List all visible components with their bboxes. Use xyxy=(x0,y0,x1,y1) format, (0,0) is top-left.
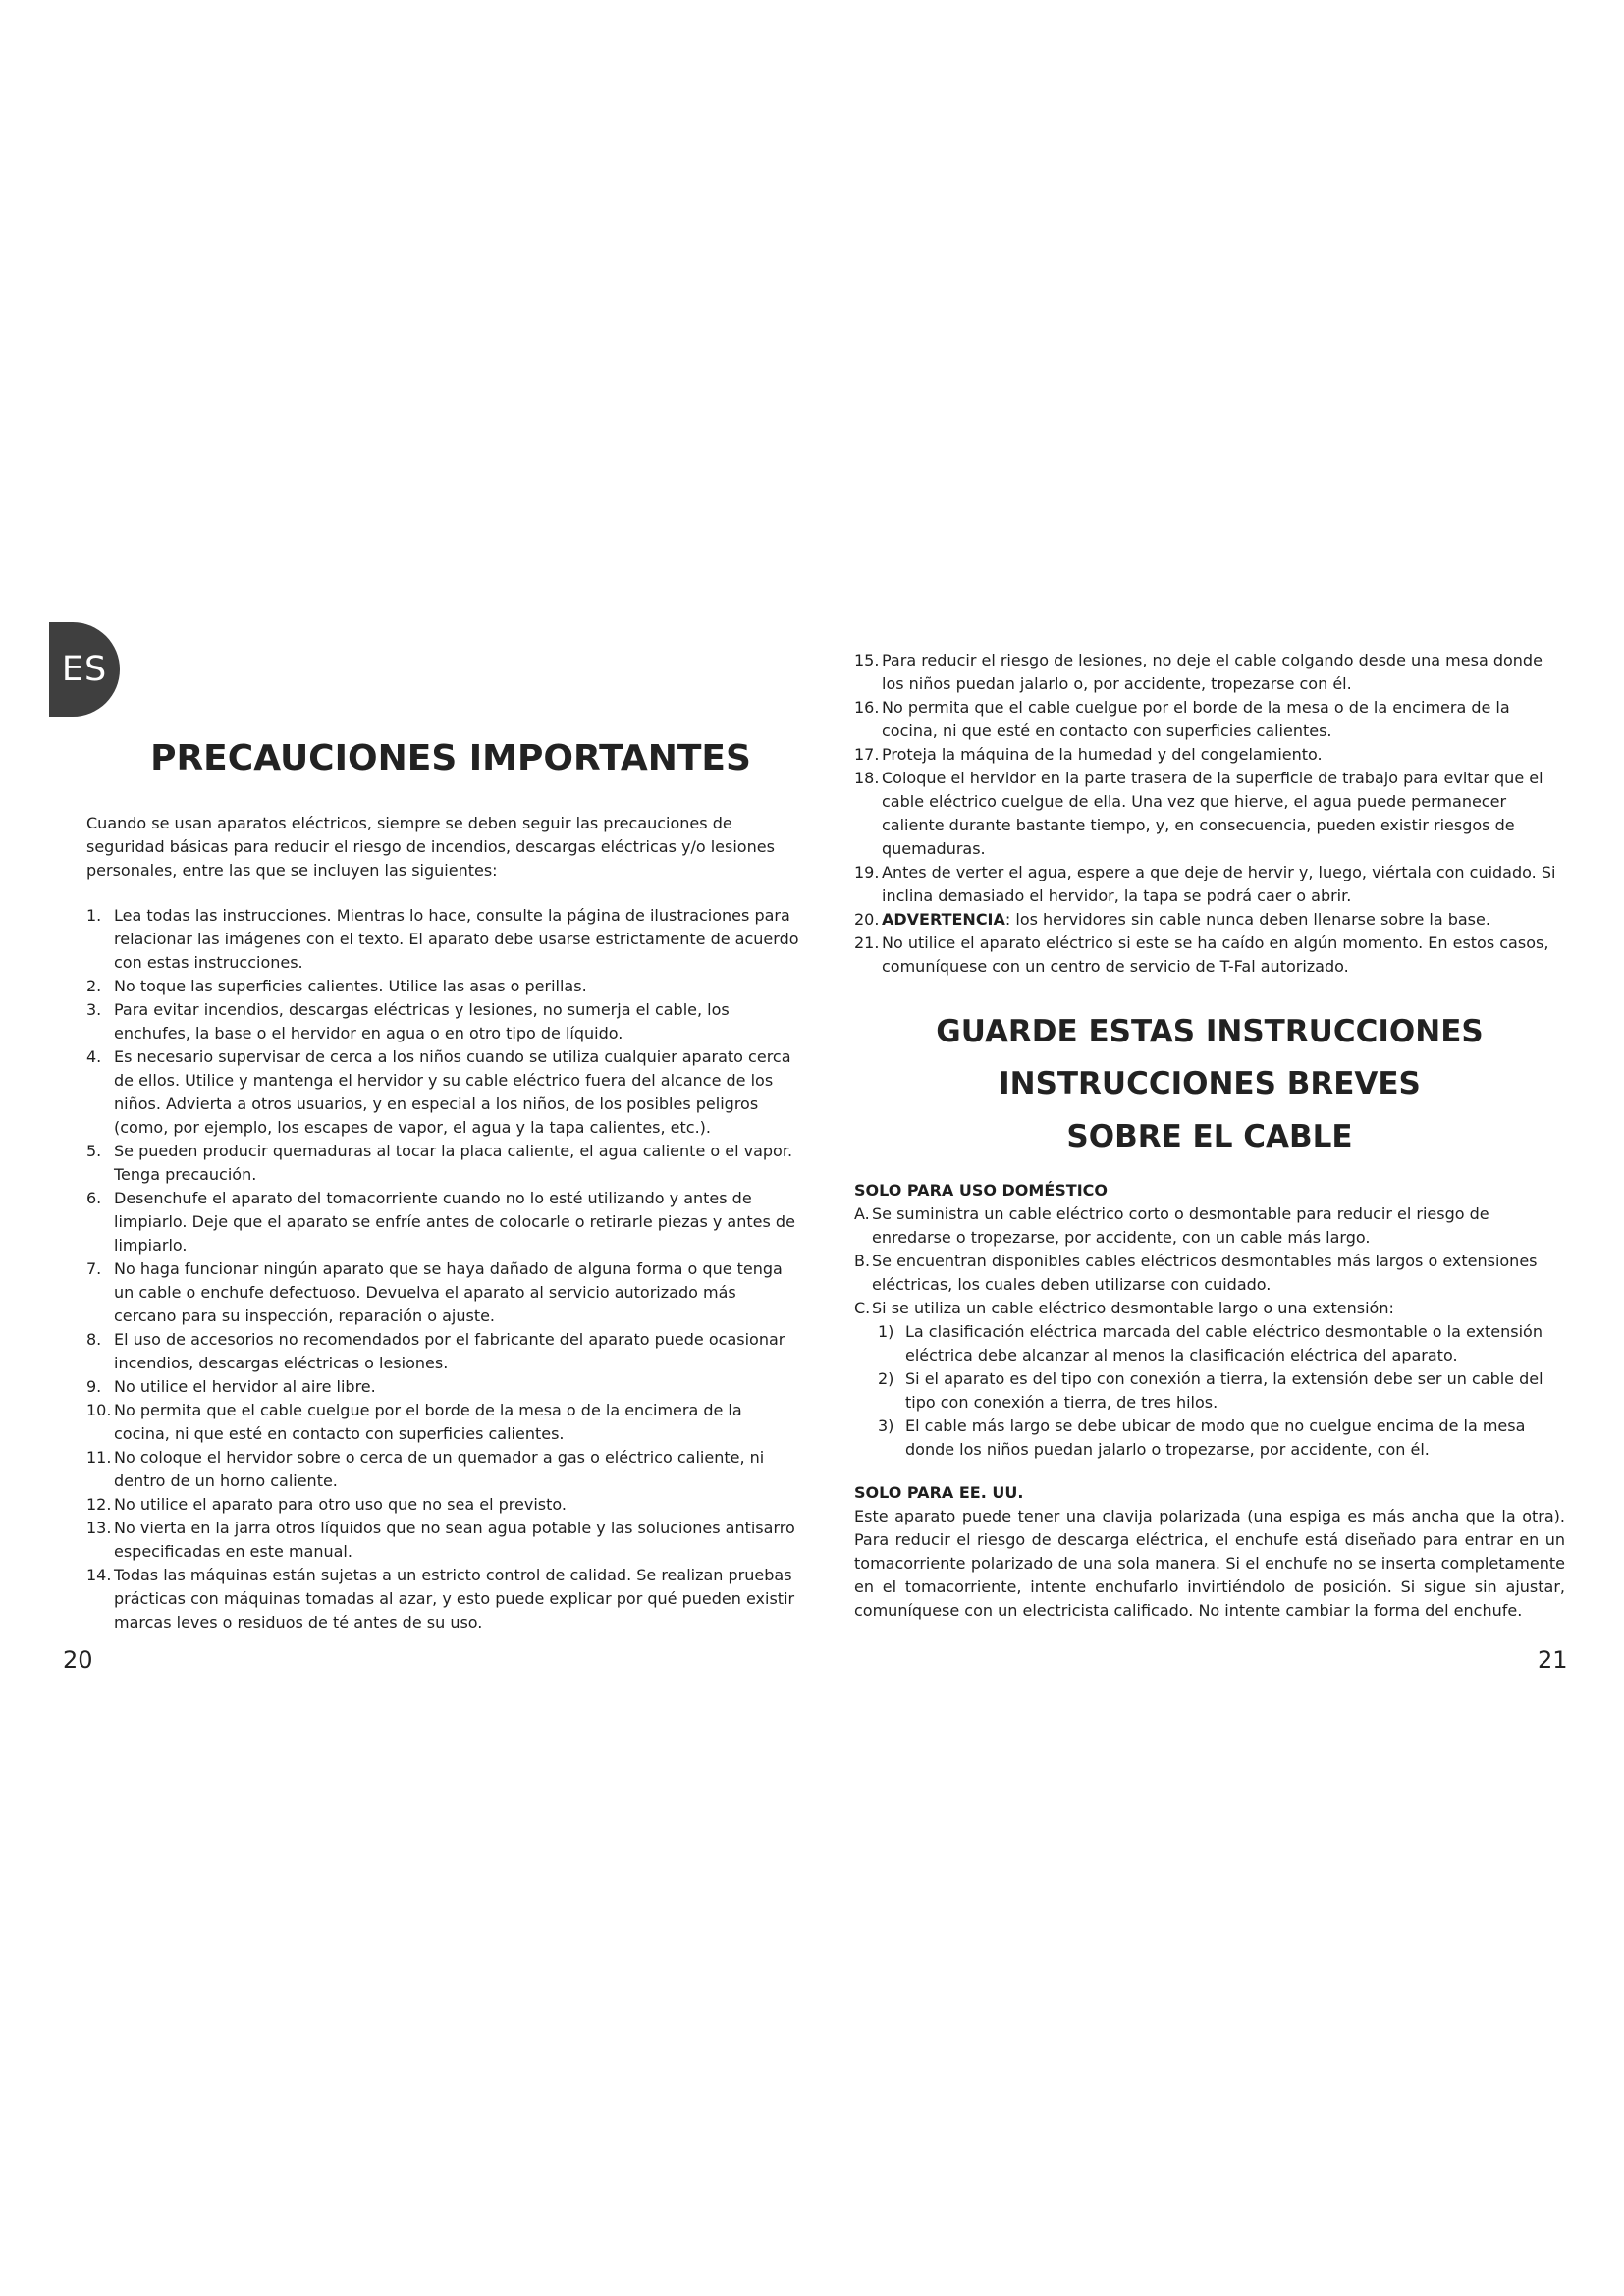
list-item: 20. ADVERTENCIA: los hervidores sin cable nunca deben llenarse sobre la base. xyxy=(854,910,1490,929)
list-item: 5. Se pueden producir quemaduras al tocar la placa caliente, el agua caliente o el vapor. Tenga precaución. xyxy=(86,1142,793,1184)
language-tab: ES xyxy=(49,622,120,717)
page-number-left: 20 xyxy=(63,1646,93,1674)
left-page-column xyxy=(86,738,799,1634)
list-item: 16. No permita que el cable cuelgue por el borde de la mesa o de la encimera de la cocina, ni que esté en contacto con superficies calientes. xyxy=(854,698,1510,740)
cable-note-a: A. Se suministra un cable eléctrico corto o desmontable para reducir el riesgo de enredarse o tropezarse, por accidente, con un cable más largo. xyxy=(854,1204,1489,1247)
list-item: 17. Proteja la máquina de la humedad y del congelamiento. xyxy=(854,745,1323,764)
polarized-plug-paragraph: Este aparato puede tener una clavija polarizada (una espiga es más ancha que la otra). Para reducir el riesgo de descarga eléctrica, el enchufe está diseñado para entrar en un tomacorriente polarizado de una sola manera. Si el enchufe no se inserta completamente en el tomacorriente, intente enchufarlo invirtiéndolo de posición. Si sigue sin ajustar, comuníquese con un electricista calificado. No intente cambiar la forma del enchufe. xyxy=(854,1507,1565,1620)
list-item: 7. No haga funcionar ningún aparato que se haya dañado de alguna forma o que tenga un cable o enchufe defectuoso. Devuelva el aparato al servicio autorizado más cercano para su inspección, reparación o ajuste. xyxy=(86,1259,783,1325)
list-item: 13. No vierta en la jarra otros líquidos que no sean agua potable y las soluciones antisarro especificadas en este manual. xyxy=(86,1519,795,1561)
precautions-list-right xyxy=(854,649,1565,979)
list-item: 6. Desenchufe el aparato del tomacorriente cuando no lo esté utilizando y antes de limpiarlo. Deje que el aparato se enfríe antes de colocarle o retirarle piezas y antes de limpiarlo. xyxy=(86,1189,795,1255)
cable-note-c: C. Si se utiliza un cable eléctrico desmontable largo o una extensión: xyxy=(854,1299,1394,1317)
cable-subnote-1: 1) La clasificación eléctrica marcada del cable eléctrico desmontable o la extensión eléctrica debe alcanzar al menos la clasificación eléctrica del aparato. xyxy=(878,1322,1543,1364)
page-number-right: 21 xyxy=(1538,1646,1568,1674)
list-item: 3. Para evitar incendios, descargas eléctricas y lesiones, no sumerja el cable, los enchufes, la base o el hervidor en agua o en otro tipo de líquido. xyxy=(86,1000,730,1042)
usa-only-heading: SOLO PARA EE. UU. xyxy=(854,1483,1024,1502)
list-item: 18. Coloque el hervidor en la parte trasera de la superficie de trabajo para evitar que el cable eléctrico cuelgue de ella. Una vez que hierve, el agua puede permanecer caliente durante bastante tiempo, y, en consecuencia, pueden existir riesgos de quemaduras. xyxy=(854,769,1543,858)
save-instructions-heading: GUARDE ESTAS INSTRUCCIONES xyxy=(936,1014,1484,1049)
list-item: 11. No coloque el hervidor sobre o cerca de un quemador a gas o eléctrico caliente, ni dentro de un horno caliente. xyxy=(86,1448,765,1490)
list-item: 19. Antes de verter el agua, espere a que deje de hervir y, luego, viértala con cuidado. Si inclina demasiado el hervidor, la tapa se podrá caer o abrir. xyxy=(854,863,1556,905)
list-item: 21. No utilice el aparato eléctrico si este se ha caído en algún momento. En estos casos, comuníquese con un centro de servicio de T-Fal autorizado. xyxy=(854,934,1549,976)
list-item: 2. No toque las superficies calientes. Utilice las asas o perillas. xyxy=(86,977,587,995)
list-item: 4. Es necesario supervisar de cerca a los niños cuando se utiliza cualquier aparato cerca de ellos. Utilice y mantenga el hervidor y su cable eléctrico fuera del alcance de los niños. Advierta a otros usuarios, y en especial a los niños, de los posibles peligros (como, por ejemplo, los escapes de vapor, el agua y la tapa calientes, etc.). xyxy=(86,1047,791,1137)
cable-subnote-2: 2) Si el aparato es del tipo con conexión a tierra, la extensión debe ser un cable del tipo con conexión a tierra, de tres hilos. xyxy=(878,1369,1543,1412)
precautions-list-left xyxy=(86,904,799,1634)
domestic-use-heading: SOLO PARA USO DOMÉSTICO xyxy=(854,1181,1108,1200)
cable-note-b: B. Se encuentran disponibles cables eléctricos desmontables más largos o extensiones eléctricas, los cuales deben utilizarse con cuidado. xyxy=(854,1252,1538,1294)
list-item: 1. Lea todas las instrucciones. Mientras lo hace, consulte la página de ilustraciones para relacionar las imágenes con el texto. El aparato debe usarse estrictamente de acuerdo con estas instrucciones. xyxy=(86,906,799,972)
list-item: 8. El uso de accesorios no recomendados por el fabricante del aparato puede ocasionar incendios, descargas eléctricas o lesiones. xyxy=(86,1330,785,1372)
cable-instructions-heading-line1: INSTRUCCIONES BREVES xyxy=(999,1066,1421,1101)
intro-paragraph: Cuando se usan aparatos eléctricos, siempre se deben seguir las precauciones de seguridad básicas para reducir el riesgo de incendios, descargas eléctricas y/o lesiones personales, entre las que se incluyen las siguientes: xyxy=(86,814,775,880)
page-title: PRECAUCIONES IMPORTANTES xyxy=(150,738,751,778)
list-item: 15. Para reducir el riesgo de lesiones, no deje el cable colgando desde una mesa donde los niños puedan jalarlo o, por accidente, tropezarse con él. xyxy=(854,651,1543,693)
cable-subnote-3: 3) El cable más largo se debe ubicar de modo que no cuelgue encima de la mesa donde los niños puedan jalarlo o tropezarse, por accidente, con él. xyxy=(878,1416,1526,1459)
list-item: 12. No utilice el aparato para otro uso que no sea el previsto. xyxy=(86,1495,567,1514)
right-page-column xyxy=(854,649,1565,1623)
cable-instructions-heading-line2: SOBRE EL CABLE xyxy=(1066,1119,1353,1154)
list-item: 9. No utilice el hervidor al aire libre. xyxy=(86,1377,376,1396)
list-item: 14. Todas las máquinas están sujetas a un estricto control de calidad. Se realizan pruebas prácticas con máquinas tomadas al azar, y esto puede explicar por qué pueden existir marcas leves o residuos de té antes de su uso. xyxy=(86,1566,795,1631)
list-item: 10. No permita que el cable cuelgue por el borde de la mesa o de la encimera de la cocina, ni que esté en contacto con superficies calientes. xyxy=(86,1401,742,1443)
warning-label: ADVERTENCIA xyxy=(882,910,1005,929)
